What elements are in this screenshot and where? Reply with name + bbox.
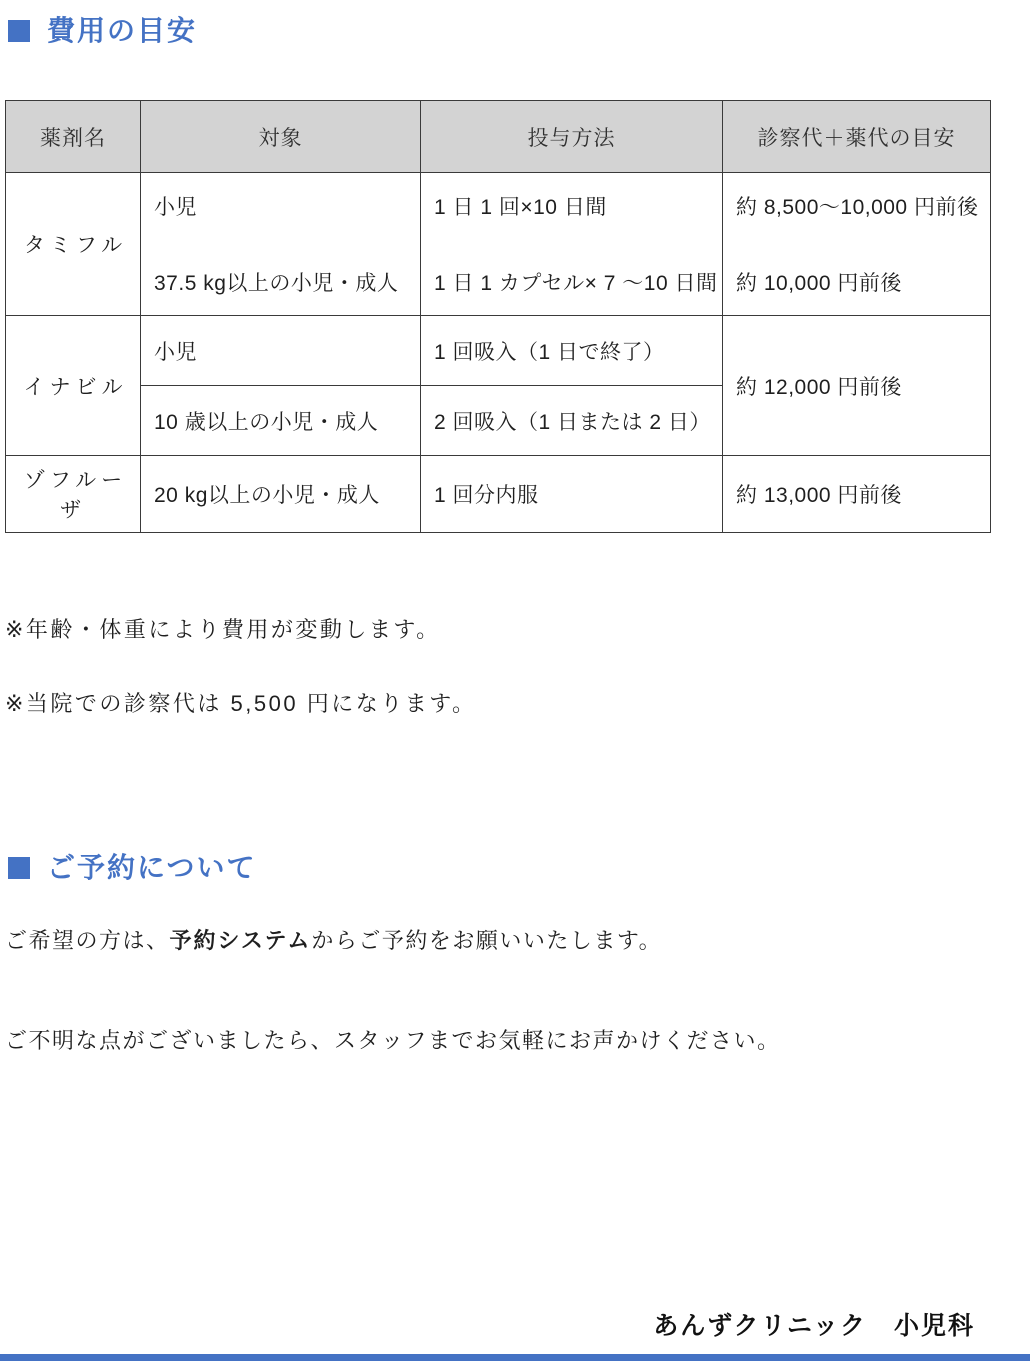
footer-rule: [0, 1354, 1030, 1361]
method-cell: 1 回吸入（1 日で終了）: [421, 316, 723, 386]
method-cell: [421, 173, 723, 316]
note-cost-varies: ※年齢・体重により費用が変動します。: [5, 617, 441, 642]
medication-cost-table: [5, 100, 991, 533]
reservation-section-heading: [8, 853, 256, 884]
staff-contact-note: ご不明な点がございましたら、スタッフまでお気軽にお声かけください。: [5, 1028, 781, 1053]
drug-name-cell: タミフル: [6, 173, 141, 316]
table-row-inavir: [6, 316, 991, 386]
table-header-cost: 診察代＋薬代の目安: [723, 101, 991, 173]
cost-line: 約 8,500～10,000 円前後: [736, 196, 979, 219]
cost-section-heading: [8, 16, 197, 47]
cost-cell: 約 12,000 円前後: [723, 316, 991, 456]
target-line: 37.5 kg以上の小児・成人: [154, 272, 399, 295]
section-bullet-icon: [8, 857, 30, 879]
section-bullet-icon: [8, 20, 30, 42]
drug-name-cell: イナビル: [6, 316, 141, 456]
reservation-section-title: ご予約について: [47, 852, 257, 883]
cost-cell: [723, 173, 991, 316]
method-line: 1 日 1 カプセル× 7 ～10 日間: [434, 272, 718, 295]
cost-section-title: 費用の目安: [47, 15, 198, 46]
method-cell: 1 回分内服: [421, 456, 723, 533]
target-cell: 20 kg以上の小児・成人: [141, 456, 421, 533]
cost-cell: 約 13,000 円前後: [723, 456, 991, 533]
method-line: 1 日 1 回×10 日間: [434, 196, 607, 219]
target-cell: 小児: [141, 316, 421, 386]
table-header-target: 対象: [141, 101, 421, 173]
note-consultation-fee: ※当院での診察代は 5,500 円になります。: [5, 691, 477, 716]
target-line: 小児: [154, 196, 197, 219]
reservation-text-suffix: からご予約をお願いいたします。: [311, 928, 663, 953]
reservation-text-prefix: ご希望の方は、: [5, 928, 170, 953]
table-row-tamiflu: [6, 173, 991, 316]
reservation-system-term: 予約システム: [169, 928, 312, 953]
target-cell: [141, 173, 421, 316]
table-row-xofluza: [6, 456, 991, 533]
table-header-drug: 薬剤名: [6, 101, 141, 173]
clinic-name: あんずクリニック 小児科: [653, 1312, 975, 1340]
target-cell: 10 歳以上の小児・成人: [141, 386, 421, 456]
reservation-instruction: [5, 926, 662, 957]
method-cell: 2 回吸入（1 日または 2 日）: [421, 386, 723, 456]
drug-name-cell: ゾフルーザ: [6, 456, 141, 533]
cost-line: 約 10,000 円前後: [736, 272, 902, 295]
table-header-row: [6, 101, 991, 173]
table-header-method: 投与方法: [421, 101, 723, 173]
